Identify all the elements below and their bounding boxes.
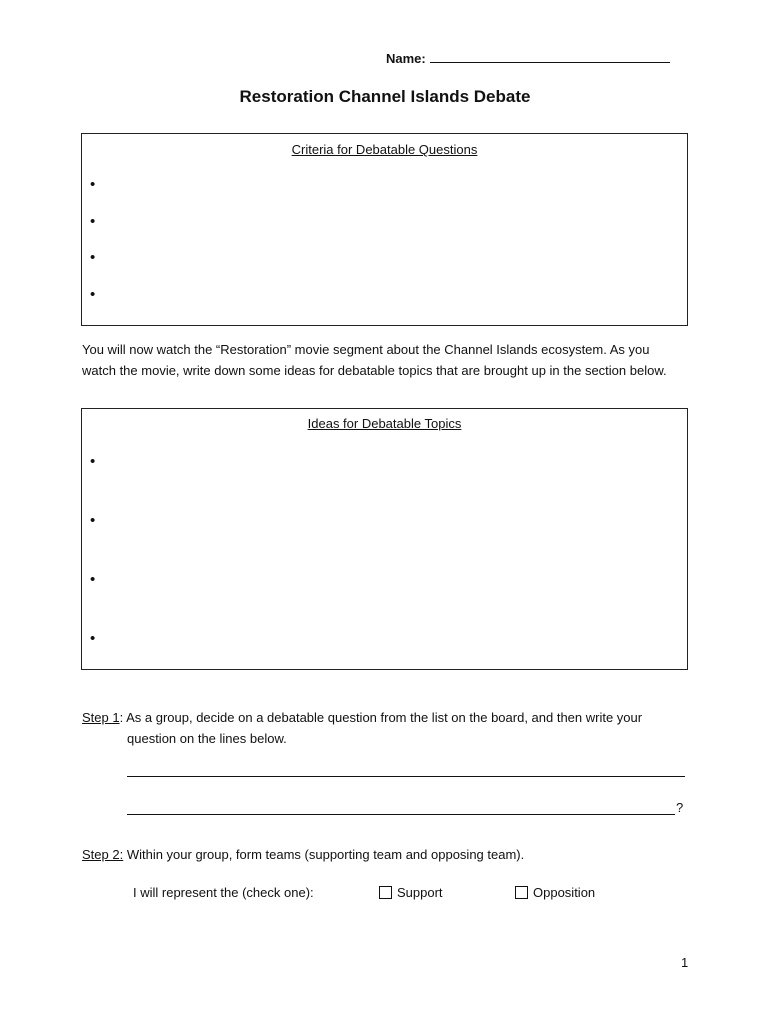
step1-text: : As a group, decide on a debatable question from the list on the board, and then write your question on the lines below. xyxy=(119,710,643,746)
represent-label: I will represent the (check one): xyxy=(133,885,314,900)
question-mark: ? xyxy=(676,800,684,815)
criteria-box xyxy=(81,133,688,326)
intro-paragraph: You will now watch the “Restoration” movie segment about the Channel Islands ecosystem. As you watch the movie, write down some ideas for debatable topics that are brought up in the section below. xyxy=(82,342,667,378)
ideas-bullet: • xyxy=(90,630,96,647)
page-title: Restoration Channel Islands Debate xyxy=(239,87,531,106)
step2-instructions xyxy=(82,847,524,862)
criteria-bullet: • xyxy=(90,249,96,266)
criteria-box-title: Criteria for Debatable Questions xyxy=(291,142,478,157)
page-number: 1 xyxy=(681,955,689,970)
opposition-checkbox[interactable] xyxy=(515,886,528,899)
support-label: Support xyxy=(397,885,443,900)
ideas-bullet: • xyxy=(90,512,96,529)
name-field-row xyxy=(386,49,670,66)
question-answer-line-1[interactable] xyxy=(127,776,685,777)
step2-text: Within your group, form teams (supporting team and opposing team). xyxy=(123,847,525,862)
ideas-box xyxy=(81,408,688,670)
ideas-bullet: • xyxy=(90,453,96,470)
opposition-label: Opposition xyxy=(533,885,596,900)
step1-label: Step 1 xyxy=(82,710,120,725)
support-checkbox[interactable] xyxy=(379,886,392,899)
criteria-bullet: • xyxy=(90,286,96,303)
opposition-option[interactable] xyxy=(515,885,595,900)
step1-instructions xyxy=(82,707,692,749)
ideas-bullet: • xyxy=(90,571,96,588)
support-option[interactable] xyxy=(379,885,443,900)
step2-label: Step 2: xyxy=(82,847,124,862)
name-label: Name: xyxy=(386,51,426,66)
name-blank-line[interactable] xyxy=(430,49,670,63)
criteria-bullet: • xyxy=(90,213,96,230)
criteria-bullet: • xyxy=(90,176,96,193)
ideas-box-title: Ideas for Debatable Topics xyxy=(307,416,462,431)
question-answer-line-2[interactable] xyxy=(127,814,675,815)
